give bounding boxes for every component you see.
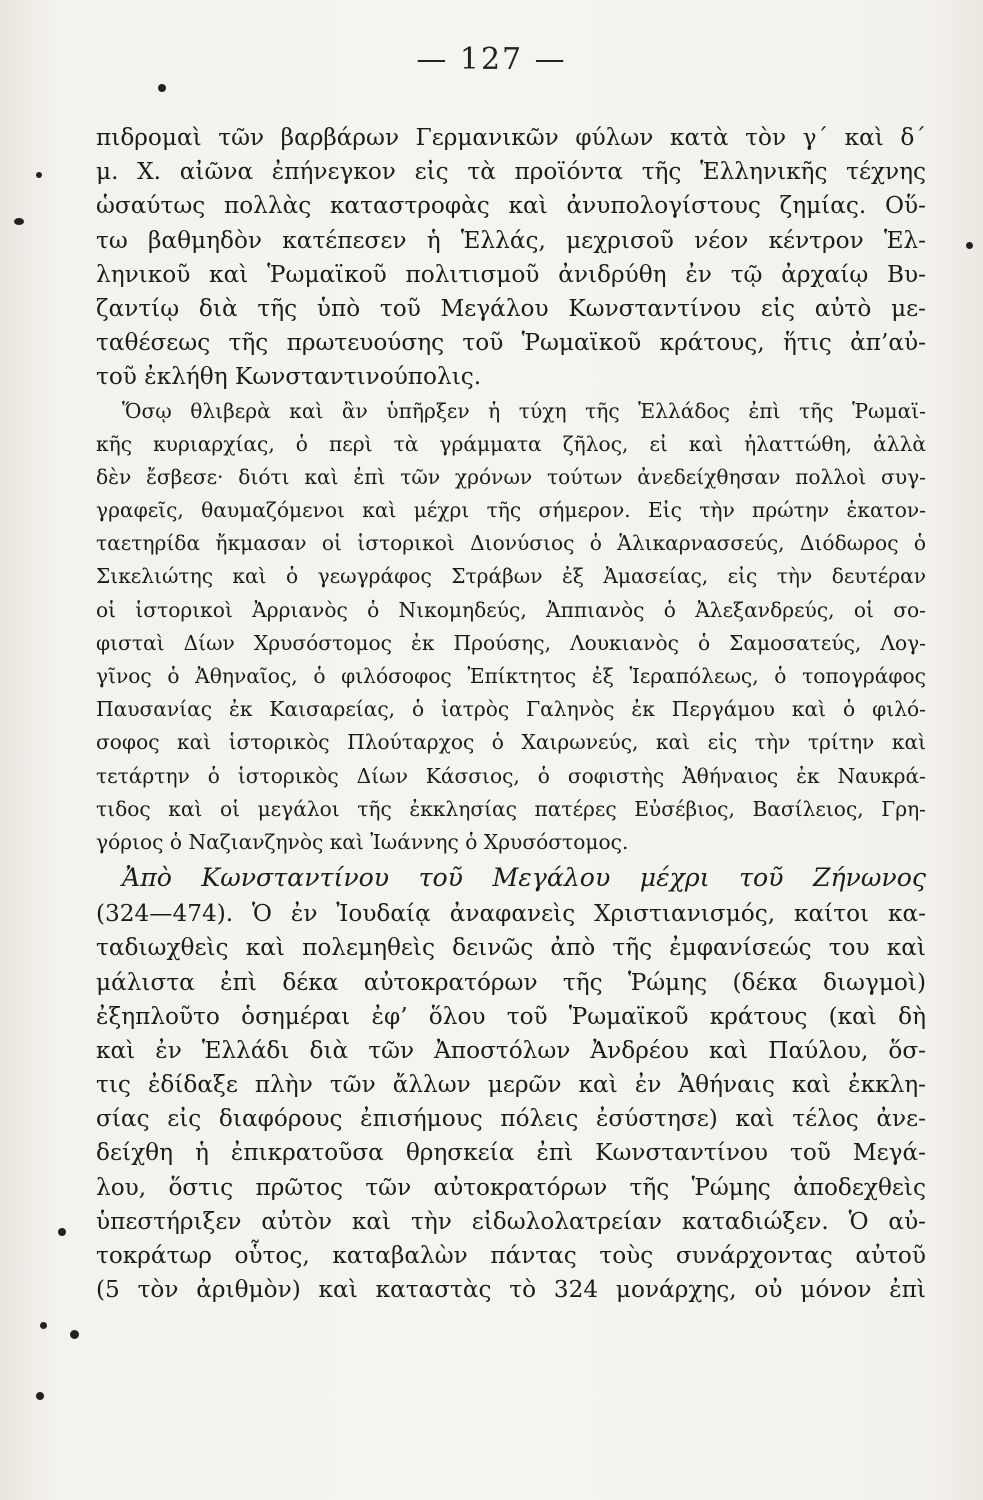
- section-heading: Ἀπὸ Κωνσταντίνου τοῦ Μεγάλου μέχρι τοῦ Ζήνωνος: [122, 863, 926, 893]
- ink-spot: [36, 172, 42, 178]
- text-line: τιδος καὶ οἱ μεγάλοι τῆς ἐκκλησίας πατέρες Εὐσέβιος, Βασίλειος, Γρη-: [96, 796, 926, 821]
- text-line: ταετηρίδα ἤκμασαν οἱ ἱστορικοὶ Διονύσιος ὁ Ἁλικαρνασσεύς, Διόδωρος ὁ: [96, 531, 926, 556]
- text-line: δείχθη ἡ ἐπικρατοῦσα θρησκεία ἐπὶ Κωνσταντίνου τοῦ Μεγά-: [96, 1139, 926, 1167]
- text-line: λου, ὅστις πρῶτος τῶν αὐτοκρατόρων τῆς Ῥώμης ἀποδεχθεὶς: [96, 1173, 926, 1201]
- text-line: πιδρομαὶ τῶν βαρβάρων Γερμανικῶν φύλων κατὰ τὸν γ΄ καὶ δ΄: [96, 124, 926, 151]
- ink-spot: [40, 1322, 47, 1329]
- text-line: ζαντίῳ διὰ τῆς ὑπὸ τοῦ Μεγάλου Κωνσταντίνου εἰς αὐτὸ με-: [96, 294, 926, 322]
- ink-spot: [70, 1330, 79, 1339]
- text-line: τοκράτωρ οὗτος, καταβαλὼν πάντας τοὺς συνάρχοντας αὐτοῦ: [96, 1242, 926, 1269]
- text-line: μ. Χ. αἰῶνα ἐπήνεγκον εἰς τὰ προϊόντα τῆς Ἑλληνικῆς τέχνης: [96, 158, 926, 186]
- ink-spot: [966, 242, 973, 249]
- text-line: κῆς κυριαρχίας, ὁ περὶ τὰ γράμματα ζῆλος, εἰ καὶ ἠλαττώθη, ἀλλὰ: [96, 431, 926, 456]
- text-line: ἐξηπλοῦτο ὁσημέραι ἐφ’ ὅλου τοῦ Ῥωμαϊκοῦ κράτους (καὶ δὴ: [96, 1002, 926, 1030]
- text-line: γραφεῖς, θαυμαζόμενοι καὶ μέχρι τῆς σήμερον. Εἰς τὴν πρώτην ἑκατον-: [96, 498, 926, 523]
- text-line: καὶ ἐν Ἑλλάδι διὰ τῶν Ἀποστόλων Ἀνδρέου καὶ Παύλου, ὅσ-: [96, 1036, 926, 1064]
- text-line: δὲν ἔσβεσε· διότι καὶ ἐπὶ τῶν χρόνων τούτων ἀνεδείχθησαν πολλοὶ συγ-: [96, 464, 926, 489]
- ink-spot: [14, 218, 24, 225]
- text-line: τις ἐδίδαξε πλὴν τῶν ἄλλων μερῶν καὶ ἐν Ἀθήναις καὶ ἐκκλη-: [96, 1071, 926, 1099]
- text-line: μάλιστα ἐπὶ δέκα αὐτοκρατόρων τῆς Ῥώμης (δέκα διωγμοὶ): [96, 968, 926, 996]
- text-line: σοφος καὶ ἱστορικὸς Πλούταρχος ὁ Χαιρωνεύς, καὶ εἰς τὴν τρίτην καὶ: [96, 730, 926, 755]
- text-line: ὡσαύτως πολλὰς καταστροφὰς καὶ ἀνυπολογίστους ζημίας. Οὕ-: [96, 192, 926, 220]
- text-line: γόριος ὁ Ναζιανζηνὸς καὶ Ἰωάννης ὁ Χρυσόστομος.: [96, 829, 629, 854]
- ink-spot: [36, 1392, 44, 1400]
- text-line: ταθέσεως τῆς πρωτευούσης τοῦ Ῥωμαϊκοῦ κράτους, ἥτις ἀπ’αὐ-: [96, 329, 926, 357]
- text-line: οἱ ἱστορικοὶ Ἀρριανὸς ὁ Νικομηδεύς, Ἀππιανὸς ὁ Ἀλεξανδρεύς, οἱ σο-: [96, 597, 926, 622]
- text-line: ταδιωχθεὶς καὶ πολεμηθεὶς δεινῶς ἀπὸ τῆς ἐμφανίσεώς του καὶ: [96, 934, 926, 962]
- text-line: τετάρτην ὁ ἱστορικὸς Δίων Κάσσιος, ὁ σοφιστὴς Ἀθήναιος ἐκ Ναυκρά-: [96, 763, 926, 788]
- text-line: Σικελιώτης καὶ ὁ γεωγράφος Στράβων ἐξ Ἀμασείας, εἰς τὴν δευτέραν: [96, 564, 926, 589]
- page-number: — 127 —: [416, 42, 567, 77]
- text-line: (324—474). Ὁ ἐν Ἰουδαίᾳ ἀναφανεὶς Χριστιανισμός, καίτοι κα-: [96, 900, 926, 928]
- text-line: Ὅσῳ θλιβερὰ καὶ ἂν ὑπῆρξεν ἡ τύχη τῆς Ἑλλάδος ἐπὶ τῆς Ῥωμαϊ-: [122, 398, 926, 423]
- text-line: (5 τὸν ἀριθμὸν) καὶ καταστὰς τὸ 324 μονάρχης, οὐ μόνον ἐπὶ: [96, 1276, 926, 1304]
- body-text: [96, 121, 926, 1307]
- text-line: Παυσανίας ἐκ Καισαρείας, ὁ ἰατρὸς Γαληνὸς ἐκ Περγάμου καὶ ὁ φιλό-: [96, 697, 926, 722]
- text-line: γῖνος ὁ Ἀθηναῖος, ὁ φιλόσοφος Ἐπίκτητος ἐξ Ἱεραπόλεως, ὁ τοπογράφος: [96, 664, 926, 688]
- text-line: σίας εἰς διαφόρους ἐπισήμους πόλεις ἐσύστησε) καὶ τέλος ἀνε-: [96, 1105, 926, 1133]
- text-line: τω βαθμηδὸν κατέπεσεν ἡ Ἑλλάς, μεχρισοῦ νέον κέντρον Ἑλ-: [96, 226, 926, 254]
- text-line: ληνικοῦ καὶ Ῥωμαϊκοῦ πολιτισμοῦ ἀνιδρύθη ἐν τῷ ἀρχαίῳ Βυ-: [96, 260, 926, 288]
- ink-spot: [58, 1228, 66, 1236]
- text-line: ὑπεστήριξεν αὐτὸν καὶ τὴν εἰδωλολατρείαν καταδιώξεν. Ὁ αὐ-: [96, 1207, 926, 1235]
- ink-spot: [158, 84, 166, 92]
- text-line: τοῦ ἐκλήθη Κωνσταντινούπολις.: [96, 363, 482, 391]
- text-line: φισταὶ Δίων Χρυσόστομος ἐκ Προύσης, Λουκιανὸς ὁ Σαμοσατεύς, Λογ-: [96, 630, 926, 655]
